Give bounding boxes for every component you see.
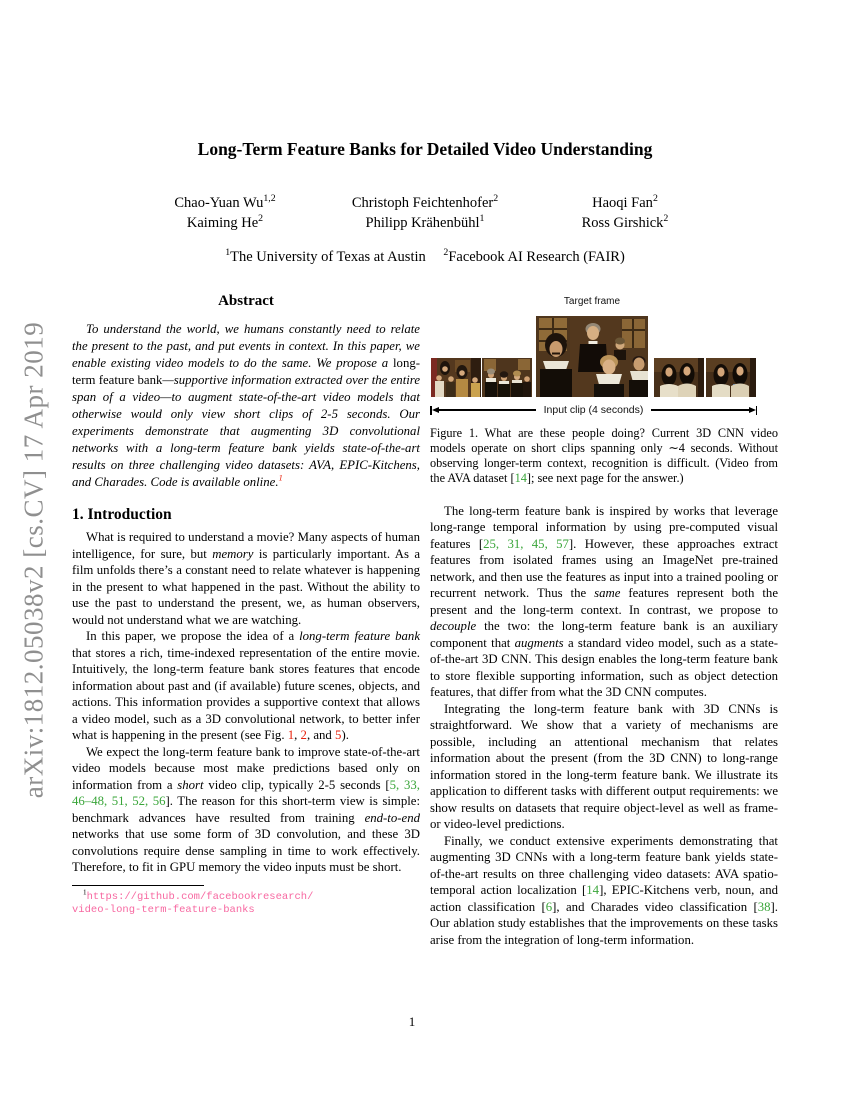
- paper-title: Long-Term Feature Banks for Detailed Video Understanding: [197, 139, 653, 159]
- video-frame-left-2: [482, 358, 532, 397]
- body-paragraph-5: [430, 701, 778, 833]
- authors-block: [125, 193, 725, 233]
- video-frame-target-image: [536, 316, 648, 397]
- footnote-url-line-1[interactable]: [72, 888, 420, 904]
- text-segment: features represent both the present and the long-term context. In contrast, we propose to: [430, 586, 778, 617]
- arrow-head-right-icon: [749, 407, 756, 413]
- text-segment: ]. However, these approaches extract features from isolated frames using an ImageNet pre-trained network, and then use the features as input into a trained pooling or recurrent network. Thus the: [430, 536, 778, 600]
- intro-paragraph-2: [72, 628, 420, 744]
- arrow-line: [651, 409, 748, 410]
- text-segment: a standard video model, such as a state-of-the-art 3D CNN. This design enables the long-term feature bank to store flexible supporting information, such as object detection features, that differ from what the 3D CNN computes.: [430, 635, 779, 699]
- text-segment: video clip, typically 2-5 seconds [: [203, 777, 390, 792]
- arrow-end-bar-right: [756, 406, 758, 415]
- text-segment: ,: [294, 728, 301, 742]
- footnote-rule: [72, 885, 204, 886]
- author-column-1: [125, 193, 325, 233]
- text-segment: ]. The reason for this short-term view is simple: benchmark advances have resulted from training: [72, 794, 421, 825]
- figure-reference-link[interactable]: 1: [287, 728, 295, 742]
- text-segment: memory: [212, 546, 254, 561]
- abstract-text: [72, 321, 420, 491]
- citation-link[interactable]: 25, 31, 45, 57: [483, 536, 569, 551]
- text-segment: is particularly important. As a film unfolds there’s a constant need to relate whatever is happening in the present to what happened in the past. Without the ability to use the past to understand the present, we, as human observers, would not understand what we are watching.: [72, 546, 420, 627]
- text-segment: augments: [514, 635, 564, 650]
- video-frames-row: [430, 316, 757, 397]
- text-segment: ]; see next page for the answer.): [526, 470, 684, 485]
- affiliation-superscript: 2: [443, 247, 449, 259]
- footnote: [72, 885, 420, 917]
- text-segment: networks that use some form of 3D convolution, and these 3D convolutions require dense sampling in time to work effectively. Therefore, to fit in GPU memory the video inputs must be short.: [72, 827, 420, 874]
- footnote-url-link: https://github.com/facebookresearch/: [86, 890, 314, 903]
- author-name: Christoph Feichtenhofer$^2$: [351, 193, 499, 211]
- affiliation-2: $^2$Facebook AI Research (FAIR): [443, 247, 625, 265]
- text-segment: ], EPIC-Kitchens verb, noun, and action classification [: [430, 883, 778, 914]
- author-affiliation-superscript: 2: [652, 193, 658, 205]
- input-clip-label: Input clip (4 seconds): [543, 403, 644, 416]
- affiliations: [0, 249, 850, 266]
- author-name: Haoqi Fan$^2$: [592, 193, 658, 211]
- author-column-2: [325, 193, 525, 233]
- text-segment: end-to-end: [364, 810, 420, 825]
- body-paragraph-6: [430, 833, 778, 949]
- author-name: Philipp Krähenbühl$^1$: [365, 213, 485, 231]
- video-frame-left-1-image: [431, 358, 481, 397]
- text-segment: long-term feature bank: [299, 629, 420, 643]
- author-name: Kaiming He$^2$: [186, 213, 264, 231]
- text-segment: The long-term feature bank is inspired by works that leverage long-range temporal information by using pre-computed visual features [: [430, 503, 778, 551]
- video-frame-target: [536, 316, 648, 397]
- citation-link[interactable]: 14: [586, 883, 600, 897]
- citation-link[interactable]: 14: [514, 470, 527, 485]
- text-segment: We expect the long-term feature bank to improve state-of-the-art video models because most make predictions based only on information from a: [72, 744, 420, 792]
- author-affiliation-superscript: 1: [479, 213, 485, 225]
- right-column-body: [430, 503, 778, 949]
- intro-paragraph-3: [72, 744, 420, 876]
- figure-reference-link[interactable]: 2: [300, 728, 307, 742]
- author-column-3: [525, 193, 725, 233]
- text-segment: Integrating the long-term feature bank with 3D CNNs is straightforward. We show that a variety of mechanisms are possible, including an attentional mechanism that relates information about the present (from the 3D CNN) to long-range information stored in the long-term feature bank. We illustrate its application to different tasks with different output requirements: we show results on datasets that require object-level as well as frame- or video-level predictions.: [430, 701, 778, 831]
- target-frame-label: Target frame: [563, 296, 621, 307]
- footnote-reference-link[interactable]: 1: [278, 472, 283, 483]
- page-number: 1: [408, 1014, 416, 1029]
- section-heading-introduction: 1. Introduction: [72, 505, 172, 523]
- text-segment: ]. Our ablation study establishes that the improvements on these tasks arise from the integration of long-term information.: [430, 899, 778, 947]
- video-frame-right-1: [654, 358, 704, 397]
- figure-reference-link[interactable]: 5: [335, 728, 342, 742]
- text-segment: In this paper, we propose the idea of a: [86, 629, 300, 643]
- left-column: [72, 290, 420, 917]
- text-segment: ).: [341, 728, 349, 742]
- text-segment: ], and Charades video classification [: [552, 899, 758, 914]
- arrow-line: [439, 409, 536, 410]
- citation-link[interactable]: 6: [545, 899, 553, 914]
- affiliation-superscript: 1: [225, 247, 231, 259]
- figure-1-caption: [430, 426, 778, 486]
- text-segment: —supportive information extracted over the entire span of a video—to augment state-of-the-art video models that otherwise would only view short clips of 2-5 seconds. Our experiments demonstrate that augmenting 3D convolutional networks with a long-term feature bank yields state-of-the-art results on three challenging video datasets: AVA, EPIC-Kitchens, and Charades. Code is available online.: [72, 372, 420, 489]
- video-frame-right-2: [706, 358, 756, 397]
- author-name: Chao-Yuan Wu$^{1,2}$: [174, 193, 276, 211]
- footnote-marker: 1: [83, 888, 87, 896]
- author-affiliation-superscript: 2: [258, 213, 264, 225]
- text-segment: short: [177, 777, 204, 792]
- footnote-url-line-2[interactable]: [72, 904, 420, 917]
- citation-link[interactable]: 5, 33, 46–48, 51, 52, 56: [72, 777, 420, 808]
- text-segment: the two: the long-term feature bank is an auxiliary component that: [430, 619, 778, 650]
- video-frame-left-1: [431, 358, 481, 397]
- text-segment: What is required to understand a movie? Many aspects of human intelligence, for sure, but: [72, 530, 420, 561]
- text-segment: long-term feature bank: [72, 355, 420, 387]
- text-segment: Finally, we conduct extensive experiments demonstrating that augmenting 3D CNNs with a long-term feature bank yields state-of-the-art results on three challenging video datasets: AVA spatio-temporal action localization [: [430, 833, 778, 897]
- citation-link[interactable]: 38: [757, 899, 771, 914]
- input-clip-arrow: [430, 405, 757, 416]
- text-segment: To understand the world, we humans constantly need to relate the present to the past, and put events in context. In this paper, we enable existing video models to do the same. We propose a: [72, 321, 420, 370]
- intro-paragraph-1: [72, 529, 420, 628]
- arrow-head-left-icon: [432, 407, 439, 413]
- text-segment: that stores a rich, time-indexed representation of the entire movie. Intuitively, the long-term feature bank stores features that encode information about past and (if available) future scenes, objects, and actions. This information provides a supportive context that allows a video model, such as a 3D convolutional network, to better infer what is happening in the present (see Fig.: [72, 645, 420, 742]
- abstract-heading: Abstract: [218, 293, 274, 309]
- text-segment: decouple: [430, 619, 477, 633]
- affiliation-1: $^1$The University of Texas at Austin: [225, 247, 426, 265]
- text-segment: , and: [306, 728, 336, 742]
- video-frame-left-2-image: [482, 358, 532, 397]
- video-frame-right-1-image: [654, 358, 704, 397]
- author-affiliation-superscript: 2: [493, 193, 499, 205]
- footnote-url-link: video-long-term-feature-banks: [72, 903, 255, 916]
- text-segment: Figure 1. What are these people doing? Current 3D CNN video models operate on short clips spanning only ∼4 seconds. Without observing longer-term context, recognition is difficult. (Video from the AVA dataset [: [430, 425, 778, 485]
- text-segment: same: [594, 586, 621, 600]
- author-affiliation-superscript: 2: [663, 213, 669, 225]
- figure-1: [430, 294, 778, 486]
- video-frame-right-2-image: [706, 358, 756, 397]
- body-paragraph-4: [430, 503, 778, 701]
- author-affiliation-superscript: 1,2: [263, 193, 276, 205]
- author-name: Ross Girshick$^2$: [581, 213, 669, 231]
- right-column: [430, 290, 778, 948]
- arxiv-stamp: arXiv:1812.05038v2 [cs.CV] 17 Apr 2019: [18, 321, 49, 799]
